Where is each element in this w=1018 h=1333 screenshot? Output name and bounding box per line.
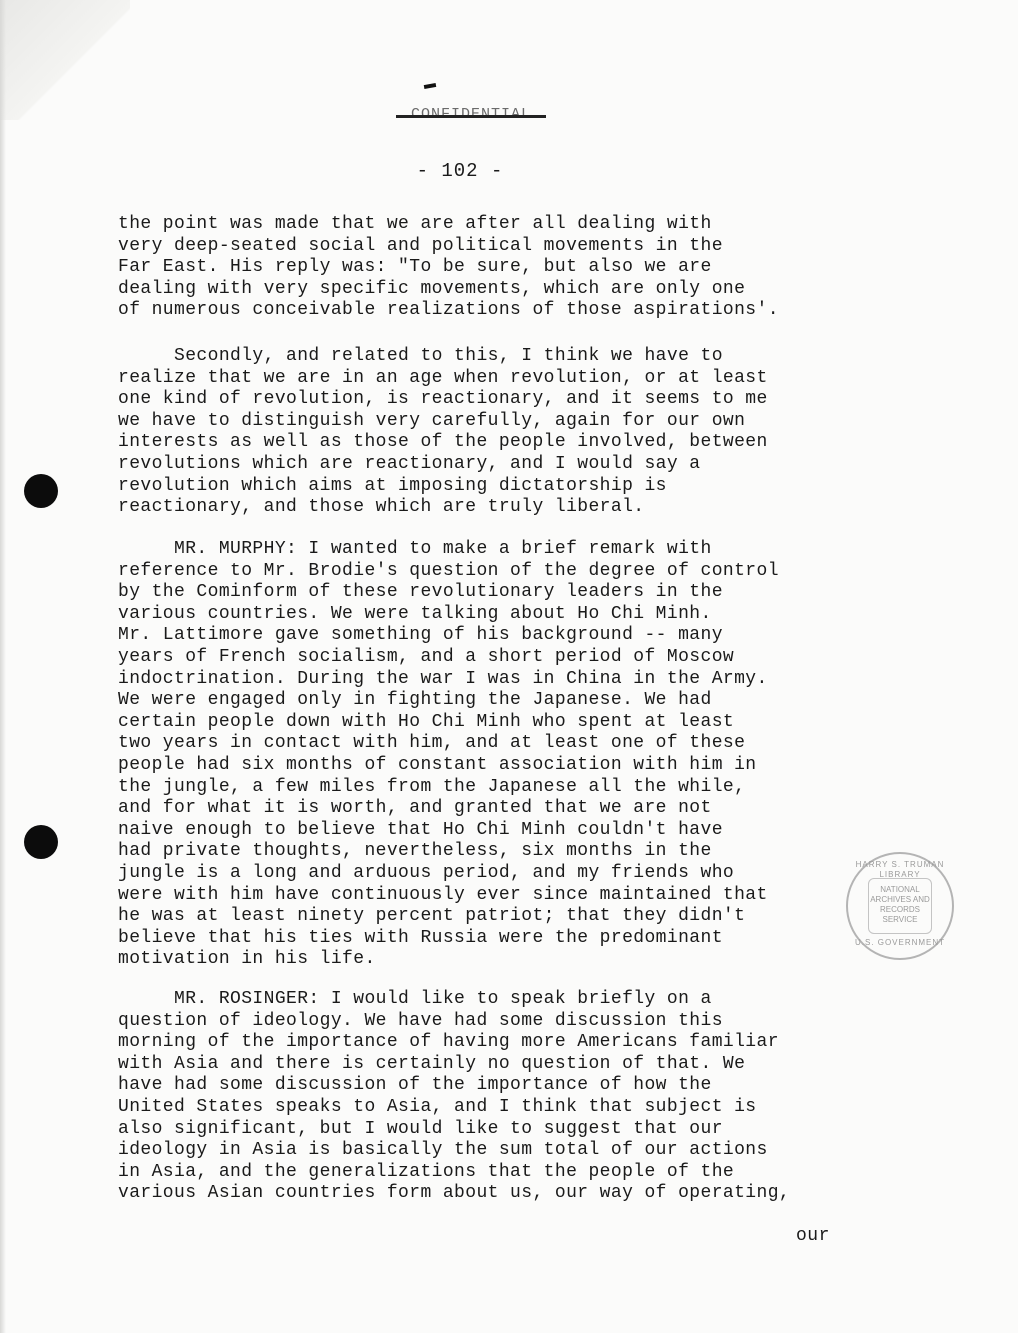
stamp-center-box [868,878,932,934]
paragraph-murphy: MR. MURPHY: I wanted to make a brief remark with reference to Mr. Brodie's question of the degree of control by the Cominform of these revolutionary leaders in the various countries. We were talking about Ho Chi Minh. Mr. Lattimore gave something of his background -- many years of French socialism, and a short period of Moscow indoctrination. During the war I was in China in the Army. We were engaged only in fighting the Japanese. We had certain people down with Ho Chi Minh who spent at least two years in contact with him, and at least one of these people had six months of constant association with him in the jungle, a few miles from the Japanese all the while, and for what it is worth, and granted that we are not naive enough to believe that Ho Chi Minh couldn't have had private thoughts, nevertheless, six months in the jungle is a long and arduous period, and my friends who were with him have continuously ever since maintained that he was at least ninety percent patriot; that they didn't believe that his ties with Russia were the predominant motivation in his life. [118,539,779,970]
folded-corner [0,0,130,120]
paragraph-rosinger: MR. ROSINGER: I would like to speak briefly on a question of ideology. We have had some discussion this morning of the importance of having more Americans familiar with Asia and there is certainly no question of that. We have had some discussion of the importance of how the United States speaks to Asia, and I think that subject is also significant, but I would like to suggest that our ideology in Asia is basically the sum total of our actions in Asia, and the generalizations that the people of the various Asian countries form about us, our way of operating, [118,989,791,1204]
archive-stamp [846,852,954,960]
paragraph-secondly: Secondly, and related to this, I think we have to realize that we are in an age when revolution, or at least one kind of revolution, is reactionary, and it seems to me we have to distinguish very carefully, again for our own interests as well as those of the people involved, between revolutions which are reactionary, and I would say a revolution which aims at imposing dictatorship is reactionary, and those which are truly liberal. [118,346,768,518]
punch-hole-top [24,474,58,508]
continuation-word: our [796,1226,830,1246]
stamp-ring-bottom-text: U.S. GOVERNMENT [854,938,946,947]
punch-hole-bottom [24,825,58,859]
stamp-center-text: NATIONAL ARCHIVES AND RECORDS SERVICE [870,885,930,924]
page-edge-shadow [0,0,6,1333]
pen-mark [424,83,437,89]
classification-strikethrough [396,115,546,118]
paragraph-continued: the point was made that we are after all dealing with very deep-seated social and political movements in the Far East. His reply was: "To be sure, but also we are dealing with very specific movements, which are only one of numerous conceivable realizations of those aspirations'. [118,214,779,321]
page-number: - 102 - [416,160,504,182]
stamp-ring-top-text: HARRY S. TRUMAN LIBRARY [855,860,945,879]
classification-marking [396,106,546,123]
